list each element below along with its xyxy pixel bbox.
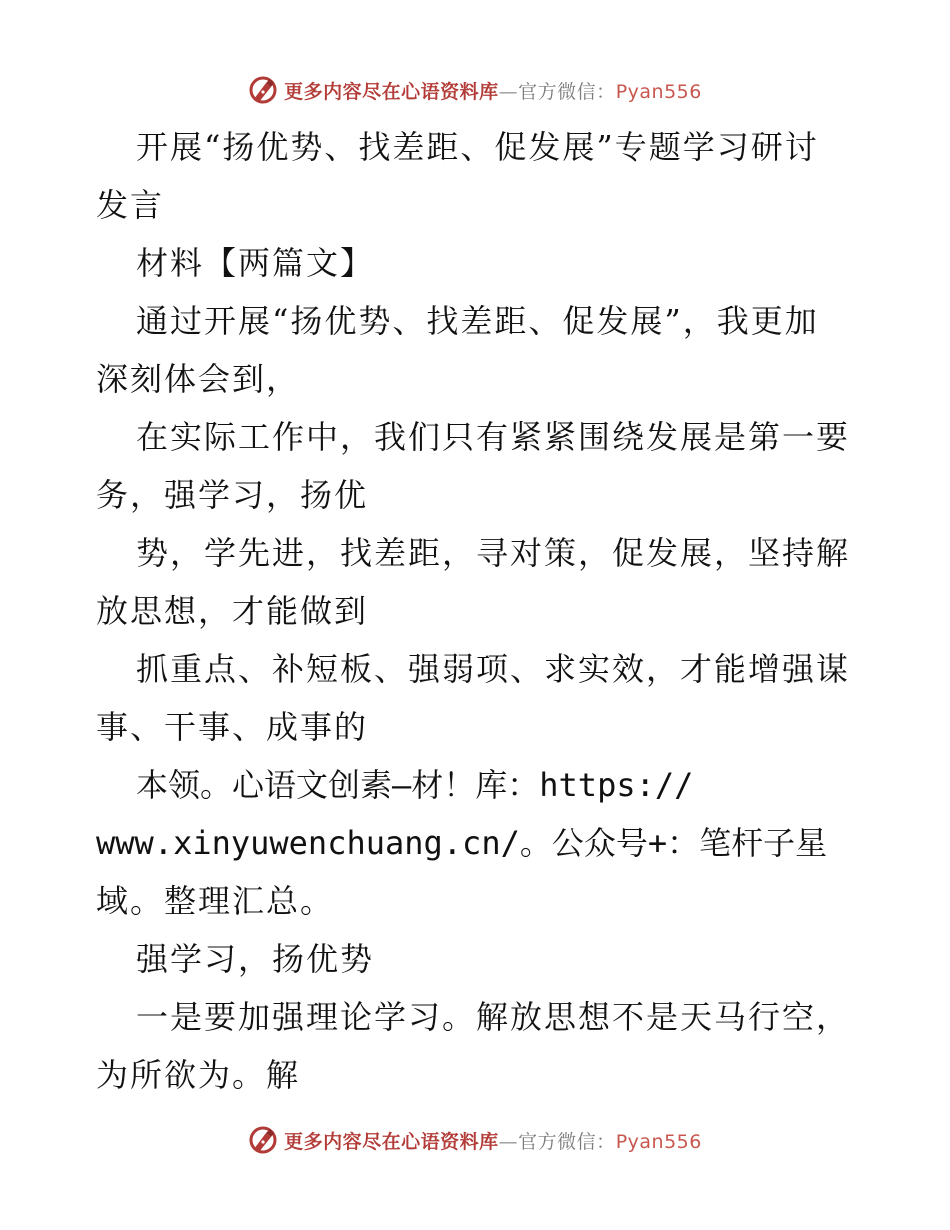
pen-nib-logo-icon (248, 75, 278, 105)
paragraph-line: 为所欲为。解 (96, 1056, 301, 1094)
paragraph-line: 势，学先进，找差距，寻对策，促发展，坚持解 (136, 534, 851, 572)
banner-wechat-label: 官方微信： (518, 1130, 616, 1153)
paragraph-line: 务，强学习，扬优 (96, 476, 369, 514)
header-banner-text (284, 77, 702, 104)
paragraph-line: 通过开展“扬优势、找差距、促发展”，我更加 (136, 302, 819, 340)
subtitle-line: 材料【两篇文】 (136, 244, 375, 282)
title-line-1: 开展“扬优势、找差距、促发展”专题学习研讨 (136, 128, 819, 166)
section-heading: 强学习，扬优势 (136, 940, 375, 978)
paragraph-line: 本领。心语文创素—材！库：https:// (136, 766, 694, 804)
banner-dash: — (498, 1130, 519, 1153)
banner-wechat-id: Pyan556 (615, 1130, 702, 1153)
header-banner (0, 70, 950, 110)
banner-wechat-id: Pyan556 (615, 80, 702, 103)
footer-banner (0, 1120, 950, 1160)
paragraph-line: 域。整理汇总。 (96, 882, 335, 920)
url-line: www.xinyuwenchuang.cn/。公众号+：笔杆子星 (96, 824, 828, 862)
footer-banner-text (284, 1127, 702, 1154)
paragraph-line: 放思想，才能做到 (96, 592, 369, 630)
paragraph-line: 一是要加强理论学习。解放思想不是天马行空， (136, 998, 851, 1036)
paragraph-line: 深刻体会到， (96, 360, 301, 398)
title-line-2: 发言 (96, 186, 165, 224)
banner-dash: — (498, 80, 519, 103)
paragraph-line: 事、干事、成事的 (96, 708, 369, 746)
banner-title: 更多内容尽在心语资料库 (284, 80, 499, 103)
banner-wechat-label: 官方微信： (518, 80, 616, 103)
paragraph-line: 抓重点、补短板、强弱项、求实效，才能增强谋 (136, 650, 851, 688)
banner-title: 更多内容尽在心语资料库 (284, 1130, 499, 1153)
paragraph-line: 在实际工作中，我们只有紧紧围绕发展是第一要 (136, 418, 851, 456)
document-body (96, 118, 856, 1104)
pen-nib-logo-icon (248, 1125, 278, 1155)
